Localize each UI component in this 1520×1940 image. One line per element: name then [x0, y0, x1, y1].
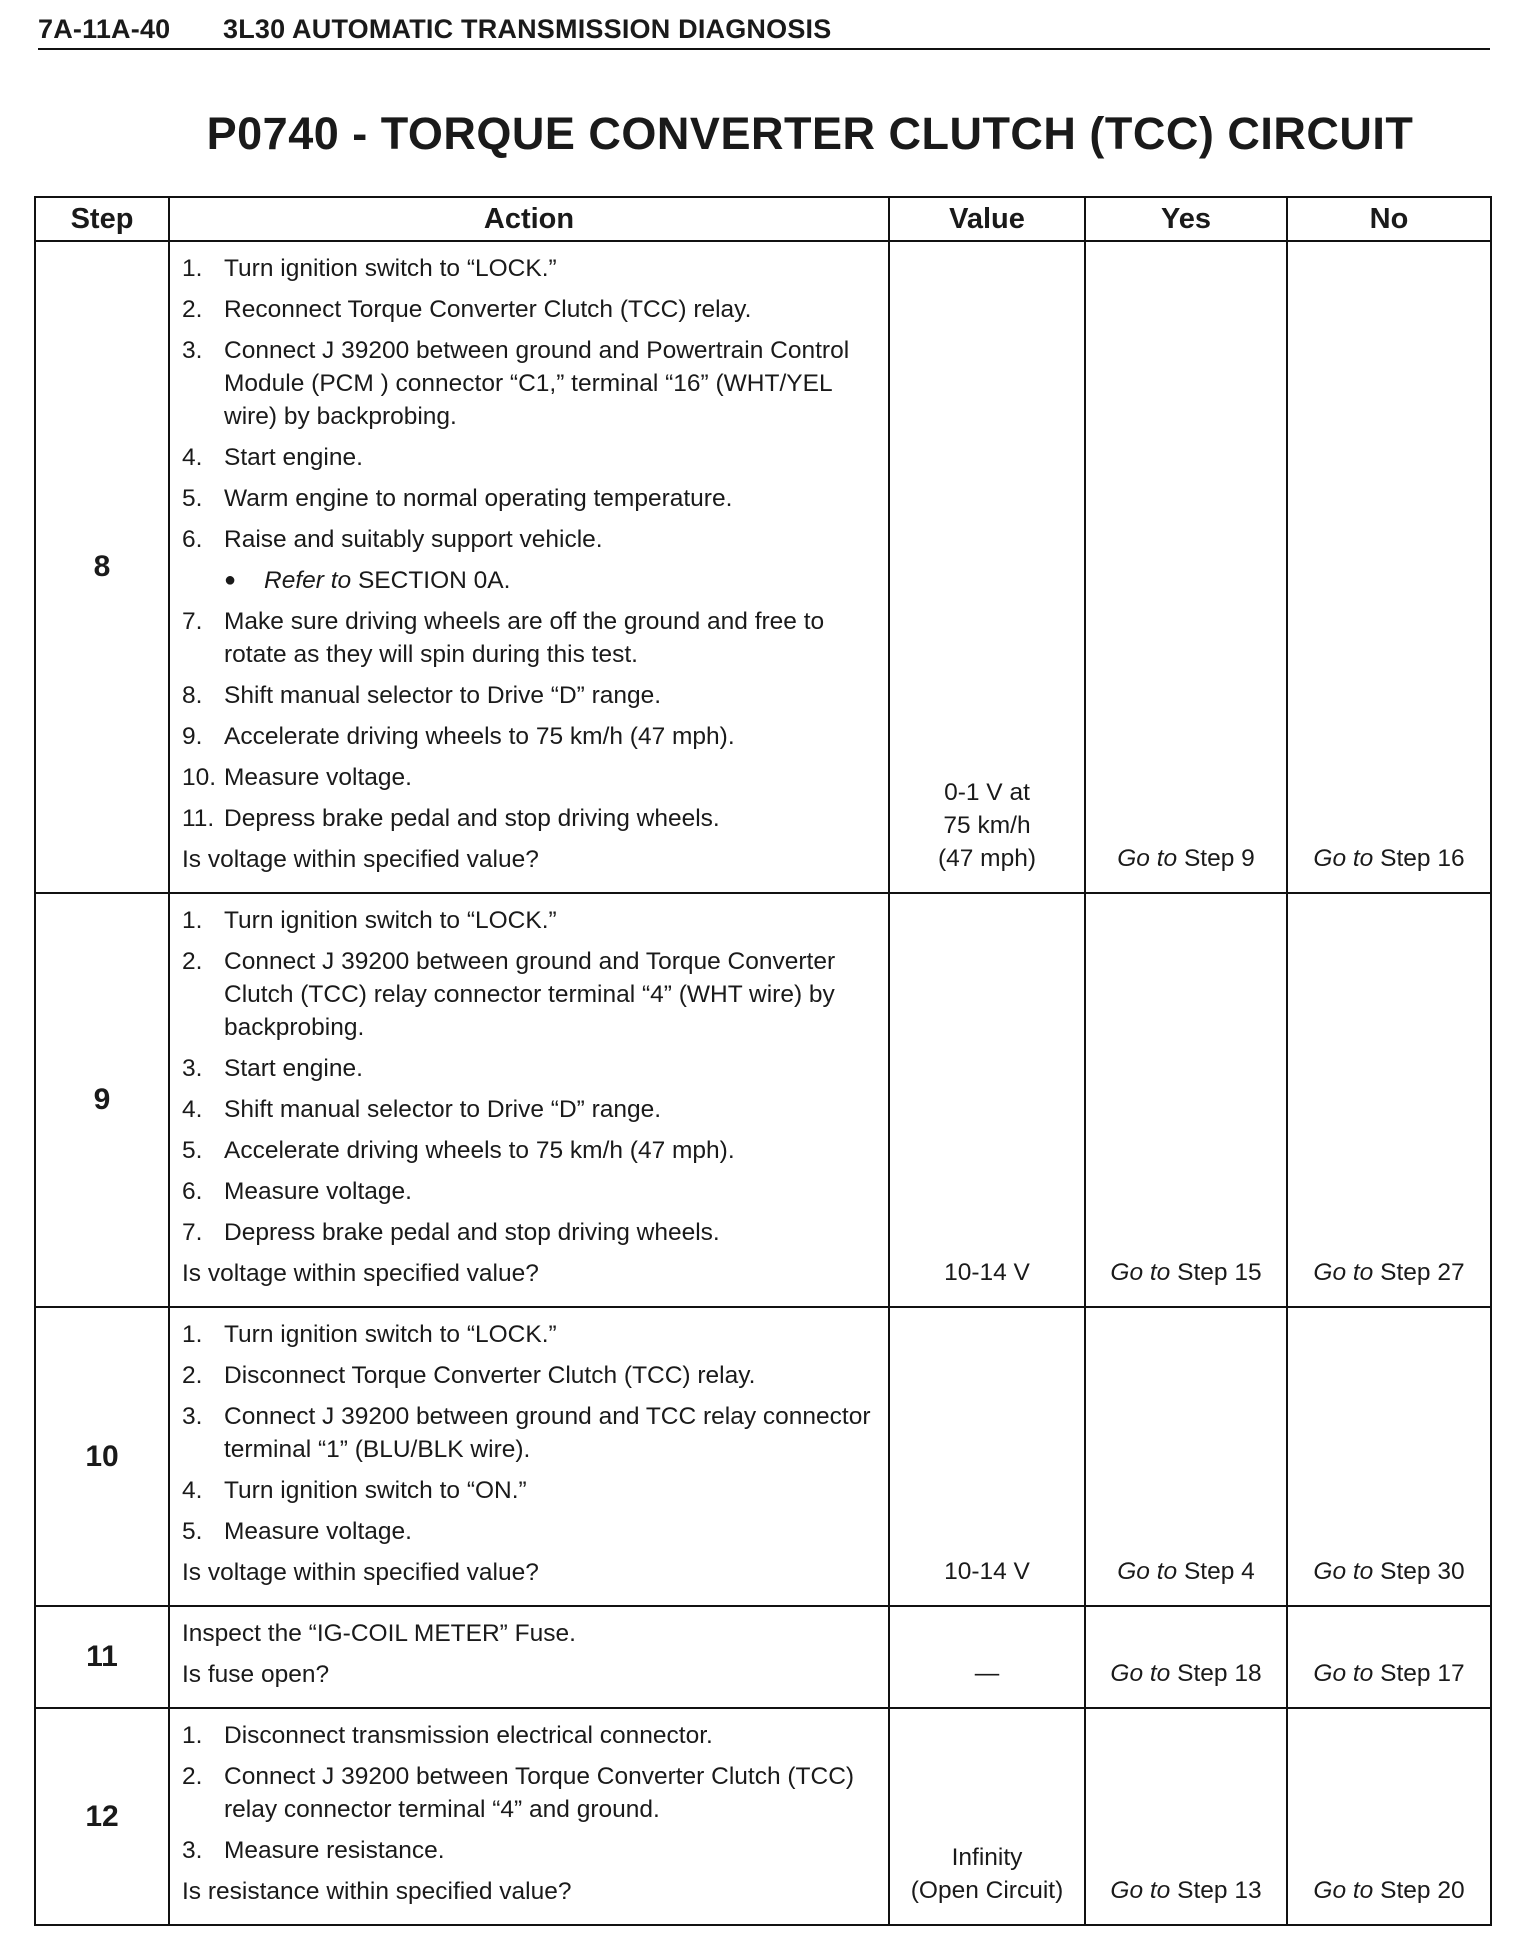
table-row [35, 1606, 1491, 1708]
action-list [182, 252, 876, 556]
list-item: 4. Start engine. [182, 444, 363, 471]
table-row [35, 893, 1491, 1307]
list-item: 8. Shift manual selector to Drive “D” range. [182, 682, 662, 709]
value-cell: 10-14 V [889, 1307, 1085, 1606]
question: Is voltage within specified value? [182, 846, 539, 873]
table-row [35, 241, 1491, 893]
list-item: 2. Connect J 39200 between Torque Converter Clutch (TCC) relay connector terminal “4” and ground. [182, 1763, 855, 1823]
yes-cell: Go to Step 15 [1085, 893, 1287, 1307]
action-cell [169, 1307, 889, 1606]
table-header-row [35, 197, 1491, 241]
question: Is voltage within specified value? [182, 1260, 539, 1287]
list-item: 1. Turn ignition switch to “LOCK.” [182, 255, 557, 282]
step-number: 9 [35, 893, 169, 1307]
value-cell: 0-1 V at 75 km/h (47 mph) [889, 241, 1085, 893]
diagnostic-table [34, 196, 1492, 1926]
step-number: 8 [35, 241, 169, 893]
column-header-no: No [1287, 197, 1491, 241]
step-number: 10 [35, 1307, 169, 1606]
value-cell: Infinity (Open Circuit) [889, 1708, 1085, 1925]
list-item: 3. Start engine. [182, 1055, 363, 1082]
action-list [182, 904, 876, 1249]
step-number: 11 [35, 1606, 169, 1708]
list-item: 7. Depress brake pedal and stop driving wheels. [182, 1219, 720, 1246]
bullet-icon: ● [224, 569, 237, 591]
yes-cell: Go to Step 13 [1085, 1708, 1287, 1925]
list-item: 6. Raise and suitably support vehicle. [182, 526, 603, 553]
sub-note: ● Refer to SECTION 0A. [224, 564, 876, 597]
yes-cell: Go to Step 4 [1085, 1307, 1287, 1606]
question: Is voltage within specified value? [182, 1559, 539, 1586]
section-code: 7A-11A-40 [38, 13, 171, 44]
instruction: Inspect the “IG-COIL METER” Fuse. [182, 1620, 576, 1647]
yes-cell: Go to Step 18 [1085, 1606, 1287, 1708]
list-item: 1. Turn ignition switch to “LOCK.” [182, 1321, 557, 1348]
value-cell: — [889, 1606, 1085, 1708]
list-item: 5. Measure voltage. [182, 1518, 412, 1545]
action-cell [169, 241, 889, 893]
column-header-value: Value [889, 197, 1085, 241]
no-cell: Go to Step 20 [1287, 1708, 1491, 1925]
list-item: 5. Accelerate driving wheels to 75 km/h (47 mph). [182, 1137, 735, 1164]
list-item: 2. Disconnect Torque Converter Clutch (TCC) relay. [182, 1362, 756, 1389]
page-header [38, 10, 1490, 50]
list-item: 4. Turn ignition switch to “ON.” [182, 1477, 527, 1504]
list-item: 3. Measure resistance. [182, 1837, 445, 1864]
no-cell: Go to Step 16 [1287, 241, 1491, 893]
list-item: 1. Disconnect transmission electrical connector. [182, 1722, 713, 1749]
no-cell: Go to Step 30 [1287, 1307, 1491, 1606]
action-cell [169, 1606, 889, 1708]
page-title: P0740 - TORQUE CONVERTER CLUTCH (TCC) CIRCUIT [206, 108, 1414, 159]
list-item: 10. Measure voltage. [182, 764, 412, 791]
column-header-action: Action [169, 197, 889, 241]
section-title: 3L30 AUTOMATIC TRANSMISSION DIAGNOSIS [223, 13, 832, 44]
list-item: 2. Reconnect Torque Converter Clutch (TCC) relay. [182, 296, 752, 323]
list-item: 9. Accelerate driving wheels to 75 km/h (47 mph). [182, 723, 735, 750]
action-cell [169, 893, 889, 1307]
step-number: 12 [35, 1708, 169, 1925]
no-cell: Go to Step 27 [1287, 893, 1491, 1307]
column-header-step: Step [35, 197, 169, 241]
list-item: 4. Shift manual selector to Drive “D” range. [182, 1096, 662, 1123]
list-item: 3. Connect J 39200 between ground and TCC relay connector terminal “1” (BLU/BLK wire). [182, 1403, 871, 1463]
list-item: 7. Make sure driving wheels are off the ground and free to rotate as they will spin during this test. [182, 608, 825, 668]
list-item: 5. Warm engine to normal operating temperature. [182, 485, 733, 512]
list-item: 6. Measure voltage. [182, 1178, 412, 1205]
list-item: 11. Depress brake pedal and stop driving wheels. [182, 805, 720, 832]
action-list [182, 1719, 876, 1867]
column-header-yes: Yes [1085, 197, 1287, 241]
list-item: 2. Connect J 39200 between ground and Torque Converter Clutch (TCC) relay connector terminal “4” (WHT wire) by backprobing. [182, 948, 836, 1041]
action-list [182, 605, 876, 835]
value-cell: 10-14 V [889, 893, 1085, 1307]
no-cell: Go to Step 17 [1287, 1606, 1491, 1708]
action-list [182, 1318, 876, 1548]
yes-cell: Go to Step 9 [1085, 241, 1287, 893]
question: Is fuse open? [182, 1661, 330, 1688]
list-item: 1. Turn ignition switch to “LOCK.” [182, 907, 557, 934]
action-cell [169, 1708, 889, 1925]
table-row [35, 1708, 1491, 1925]
table-row [35, 1307, 1491, 1606]
question: Is resistance within specified value? [182, 1878, 572, 1905]
list-item: 3. Connect J 39200 between ground and Powertrain Control Module (PCM ) connector “C1,” terminal “16” (WHT/YEL wire) by backprobing. [182, 337, 850, 430]
